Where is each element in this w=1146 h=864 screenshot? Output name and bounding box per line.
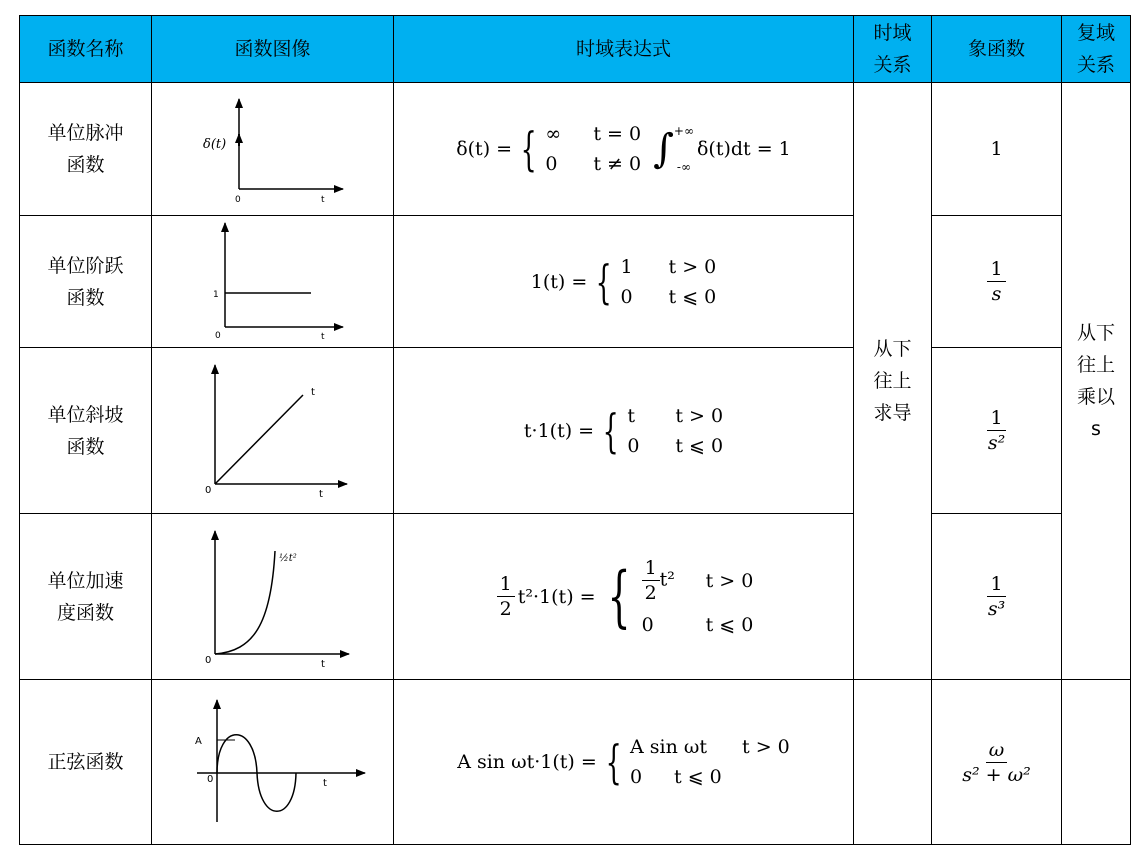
graph-origin-label: 0 bbox=[206, 774, 213, 785]
table-row bbox=[20, 514, 1131, 680]
image-fn-ramp: $\frac{1}{\text{s²}}$ bbox=[932, 348, 1062, 514]
table-row bbox=[20, 348, 1131, 514]
graph-curve-label: ½t² bbox=[278, 552, 297, 564]
header-image-function: 象函数 bbox=[932, 16, 1062, 83]
graph-origin-label: 0 bbox=[204, 484, 211, 496]
header-time-relation: 时域关系 bbox=[854, 16, 932, 83]
time-relation: 从下往上求导 bbox=[854, 83, 932, 680]
function-name: 单位斜坡函数 bbox=[20, 348, 152, 514]
graph-acceleration bbox=[152, 514, 394, 680]
expr-step: 1(t) = { 1 t > 0 0 t ⩽ 0 bbox=[394, 216, 854, 348]
graph-y-label: δ(t) bbox=[202, 137, 226, 152]
header-time-expression: 时域表达式 bbox=[394, 16, 854, 83]
expr-sine: A sin ωt·1(t) = { A sin ωt t > 0 0 t ⩽ 0 bbox=[394, 680, 854, 845]
image-fn-sine: $\frac{\omega}{\text{s² + ω²}}$ bbox=[932, 680, 1062, 845]
graph-x-label: t bbox=[322, 778, 327, 789]
image-fn-impulse: 1 bbox=[932, 83, 1062, 216]
graph-amp-label: A bbox=[194, 736, 202, 747]
graph-x-label: t bbox=[320, 331, 325, 342]
image-fn-acceleration: $\frac{1}{\text{s³}}$ bbox=[932, 514, 1062, 680]
graph-level-label: 1 bbox=[212, 289, 219, 300]
complex-relation-empty bbox=[1062, 680, 1131, 845]
graph-x-label: t bbox=[320, 195, 325, 205]
complex-relation: 从下往上乘以s bbox=[1062, 83, 1131, 680]
graph-origin-label: 0 bbox=[234, 195, 241, 205]
header-row bbox=[20, 16, 1131, 83]
graph-ramp bbox=[152, 348, 394, 514]
laplace-table bbox=[19, 15, 1131, 845]
table-row bbox=[20, 83, 1131, 216]
graph-sine bbox=[152, 680, 394, 845]
image-fn-step: $\frac{1}{s}$ bbox=[932, 216, 1062, 348]
header-complex-relation: 复域关系 bbox=[1062, 16, 1131, 83]
function-name: 正弦函数 bbox=[20, 680, 152, 845]
graph-x-label: t bbox=[320, 658, 325, 670]
header-function-graph: 函数图像 bbox=[152, 16, 394, 83]
expr-ramp: t·1(t) = { t t > 0 0 t ⩽ 0 bbox=[394, 348, 854, 514]
graph-step bbox=[152, 216, 394, 348]
expr-impulse: δ(t) = { ∞ t = 0 0 t ≠ 0 ∫ +∞ -∞ δ(t)dt = 1 bbox=[394, 83, 854, 216]
time-relation-empty bbox=[854, 680, 932, 845]
graph-x-label: t bbox=[318, 488, 323, 500]
graph-origin-label: 0 bbox=[204, 654, 211, 666]
graph-curve-label: t bbox=[310, 386, 315, 398]
graph-impulse bbox=[152, 83, 394, 216]
function-name: 单位加速度函数 bbox=[20, 514, 152, 680]
graph-origin-label: 0 bbox=[214, 330, 221, 341]
header-function-name: 函数名称 bbox=[20, 16, 152, 83]
table-row bbox=[20, 680, 1131, 845]
function-name: 单位脉冲函数 bbox=[20, 83, 152, 216]
expr-acceleration: $\frac{1}{2}$ t²·1(t) = { $\frac{1}{2}$ t² t > 0 0 t ⩽ 0 bbox=[394, 514, 854, 680]
function-name: 单位阶跃函数 bbox=[20, 216, 152, 348]
table-row bbox=[20, 216, 1131, 348]
